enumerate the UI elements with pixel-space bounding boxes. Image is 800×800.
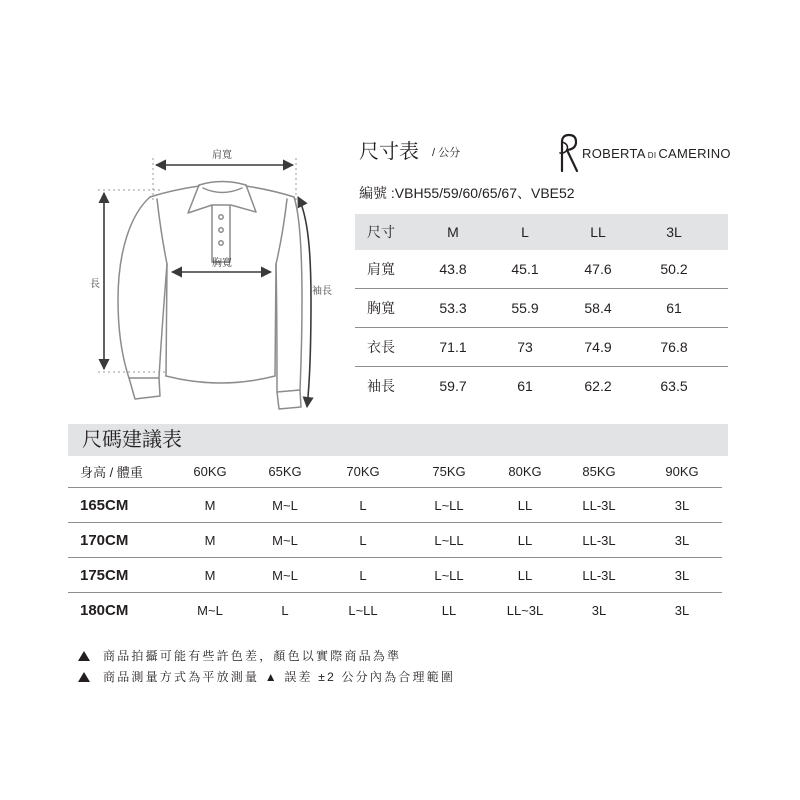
header-cell-3l: 3L (666, 224, 682, 240)
recommended-size: L (359, 497, 367, 513)
weight-header: 80KG (508, 464, 542, 479)
size-chart-title: 尺寸表 (359, 141, 419, 163)
height-label: 180CM (80, 601, 129, 619)
left-sleeve-outer (118, 197, 150, 378)
right-sleeve-outer (294, 197, 302, 390)
placket (212, 205, 230, 262)
recommendation-row-180 (68, 593, 722, 627)
weight-header: 90KG (665, 464, 699, 479)
right-cuff (277, 390, 301, 409)
recommended-size: L~LL (434, 567, 464, 583)
recommended-size: LL (517, 532, 533, 548)
recommended-size: M (204, 567, 216, 583)
note-color-disclaimer (78, 645, 455, 666)
recommended-size: LL-3L (582, 497, 616, 513)
measure-value: 76.8 (660, 339, 688, 355)
measure-value: 61 (517, 378, 533, 394)
measure-value: 47.6 (584, 261, 612, 277)
notes (78, 645, 455, 687)
size-chart-unit: / 公分 (432, 147, 461, 159)
recommended-size: M (204, 497, 216, 513)
height-label: 170CM (80, 531, 129, 549)
collar-band (199, 182, 246, 186)
left-armhole (157, 199, 167, 264)
right-shoulder-seam (246, 186, 294, 197)
left-cuff (129, 378, 160, 399)
recommended-size: 3L (674, 567, 690, 583)
brand-name-first: ROBERTA (582, 145, 646, 161)
corner-label: 身高 / 體重 (80, 465, 143, 480)
measure-label: 袖長 (367, 378, 395, 394)
measure-value: 73 (517, 339, 533, 355)
brand-wordmark (582, 146, 731, 161)
model-number: 編號 :VBH55/59/60/65/67、VBE52 (359, 185, 575, 201)
recommended-size: M~L (272, 497, 298, 513)
size-table (355, 214, 728, 405)
height-label: 175CM (80, 566, 129, 584)
header-cell-m: M (447, 224, 459, 240)
right-sleeve-inner (276, 264, 277, 392)
note-text: 商品測量方式為平放測量 ▲ 誤差 ±2 公分內為合理範圍 (103, 670, 456, 684)
size-row-shoulder (355, 250, 728, 289)
recommended-size: LL-3L (582, 567, 616, 583)
recommended-size: 3L (674, 497, 690, 513)
recommendation-header (68, 456, 722, 488)
measure-label: 胸寬 (367, 300, 395, 316)
weight-header: 70KG (346, 464, 380, 479)
measure-value: 61 (666, 300, 682, 316)
recommended-size: L~LL (348, 602, 378, 618)
weight-header: 65KG (268, 464, 302, 479)
recommended-size: L (281, 602, 289, 618)
recommendation-table (68, 456, 722, 627)
measure-value: 63.5 (660, 378, 688, 394)
button-icon (219, 215, 223, 219)
recommended-size: LL (441, 602, 457, 618)
recommended-size: LL (517, 497, 533, 513)
measure-value: 62.2 (584, 378, 612, 394)
neckline (203, 188, 242, 193)
left-body-side (166, 264, 167, 376)
recommendation-row-165 (68, 488, 722, 523)
body-length-label: 長 (90, 279, 100, 290)
measure-value: 45.1 (511, 261, 539, 277)
measure-label: 衣長 (367, 339, 395, 355)
recommended-size: M~L (272, 532, 298, 548)
button-icon (219, 241, 223, 245)
recommendation-row-175 (68, 558, 722, 593)
height-label: 165CM (80, 496, 129, 514)
recommended-size: L (359, 532, 367, 548)
recommended-size: LL (517, 567, 533, 583)
recommended-size: 3L (591, 602, 607, 618)
measure-value: 58.4 (584, 300, 612, 316)
right-armhole (276, 199, 287, 264)
triangle-bullet-icon (78, 672, 90, 682)
recommended-size: 3L (674, 532, 690, 548)
measure-value: 74.9 (584, 339, 612, 355)
header-cell-ll: LL (590, 224, 606, 240)
polo-shirt-outline (118, 182, 302, 410)
recommended-size: L~LL (434, 532, 464, 548)
recommended-size: M~L (197, 602, 223, 618)
collar-right (231, 185, 256, 212)
measure-value: 50.2 (660, 261, 688, 277)
measure-value: 43.8 (439, 261, 467, 277)
weight-header: 85KG (582, 464, 616, 479)
recommendation-row-170 (68, 523, 722, 558)
weight-header: 60KG (193, 464, 227, 479)
sleeve-length-label: 袖長 (312, 286, 332, 297)
weight-header: 75KG (432, 464, 466, 479)
left-shoulder-seam (150, 186, 199, 197)
size-row-chest (355, 289, 728, 328)
measure-value: 71.1 (439, 339, 467, 355)
header-cell-l: L (521, 224, 529, 240)
brand-name-last: CAMERINO (658, 145, 731, 161)
header-cell-size: 尺寸 (367, 224, 395, 240)
polo-shirt-diagram (0, 0, 350, 420)
chest-width-label: 胸寬 (212, 258, 232, 269)
measure-value: 55.9 (511, 300, 539, 316)
collar-left (188, 185, 212, 213)
hem (166, 376, 275, 383)
brand-logo (556, 133, 731, 173)
recommended-size: LL~3L (506, 602, 544, 618)
recommended-size: LL-3L (582, 532, 616, 548)
note-measurement-disclaimer (78, 666, 455, 687)
note-text: 商品拍攝可能有些許色差，顏色以實際商品為準 (103, 649, 402, 663)
recommended-size: M~L (272, 567, 298, 583)
brand-name-particle: DI (647, 150, 657, 160)
size-table-header (355, 214, 728, 250)
triangle-bullet-icon (78, 651, 90, 661)
measure-value: 53.3 (439, 300, 467, 316)
measure-value: 59.7 (439, 378, 467, 394)
recommended-size: L~LL (434, 497, 464, 513)
roberta-r-logo-icon (556, 133, 580, 173)
size-row-sleeve (355, 367, 728, 405)
shoulder-width-label: 肩寬 (212, 150, 232, 161)
measure-label: 肩寬 (367, 261, 395, 277)
recommendation-title-band (68, 424, 728, 456)
recommendation-title: 尺碼建議表 (82, 429, 182, 451)
measurement-arrows (104, 165, 311, 407)
recommended-size: M (204, 532, 216, 548)
button-icon (219, 228, 223, 232)
recommended-size: L (359, 567, 367, 583)
size-row-length (355, 328, 728, 367)
recommended-size: 3L (674, 602, 690, 618)
